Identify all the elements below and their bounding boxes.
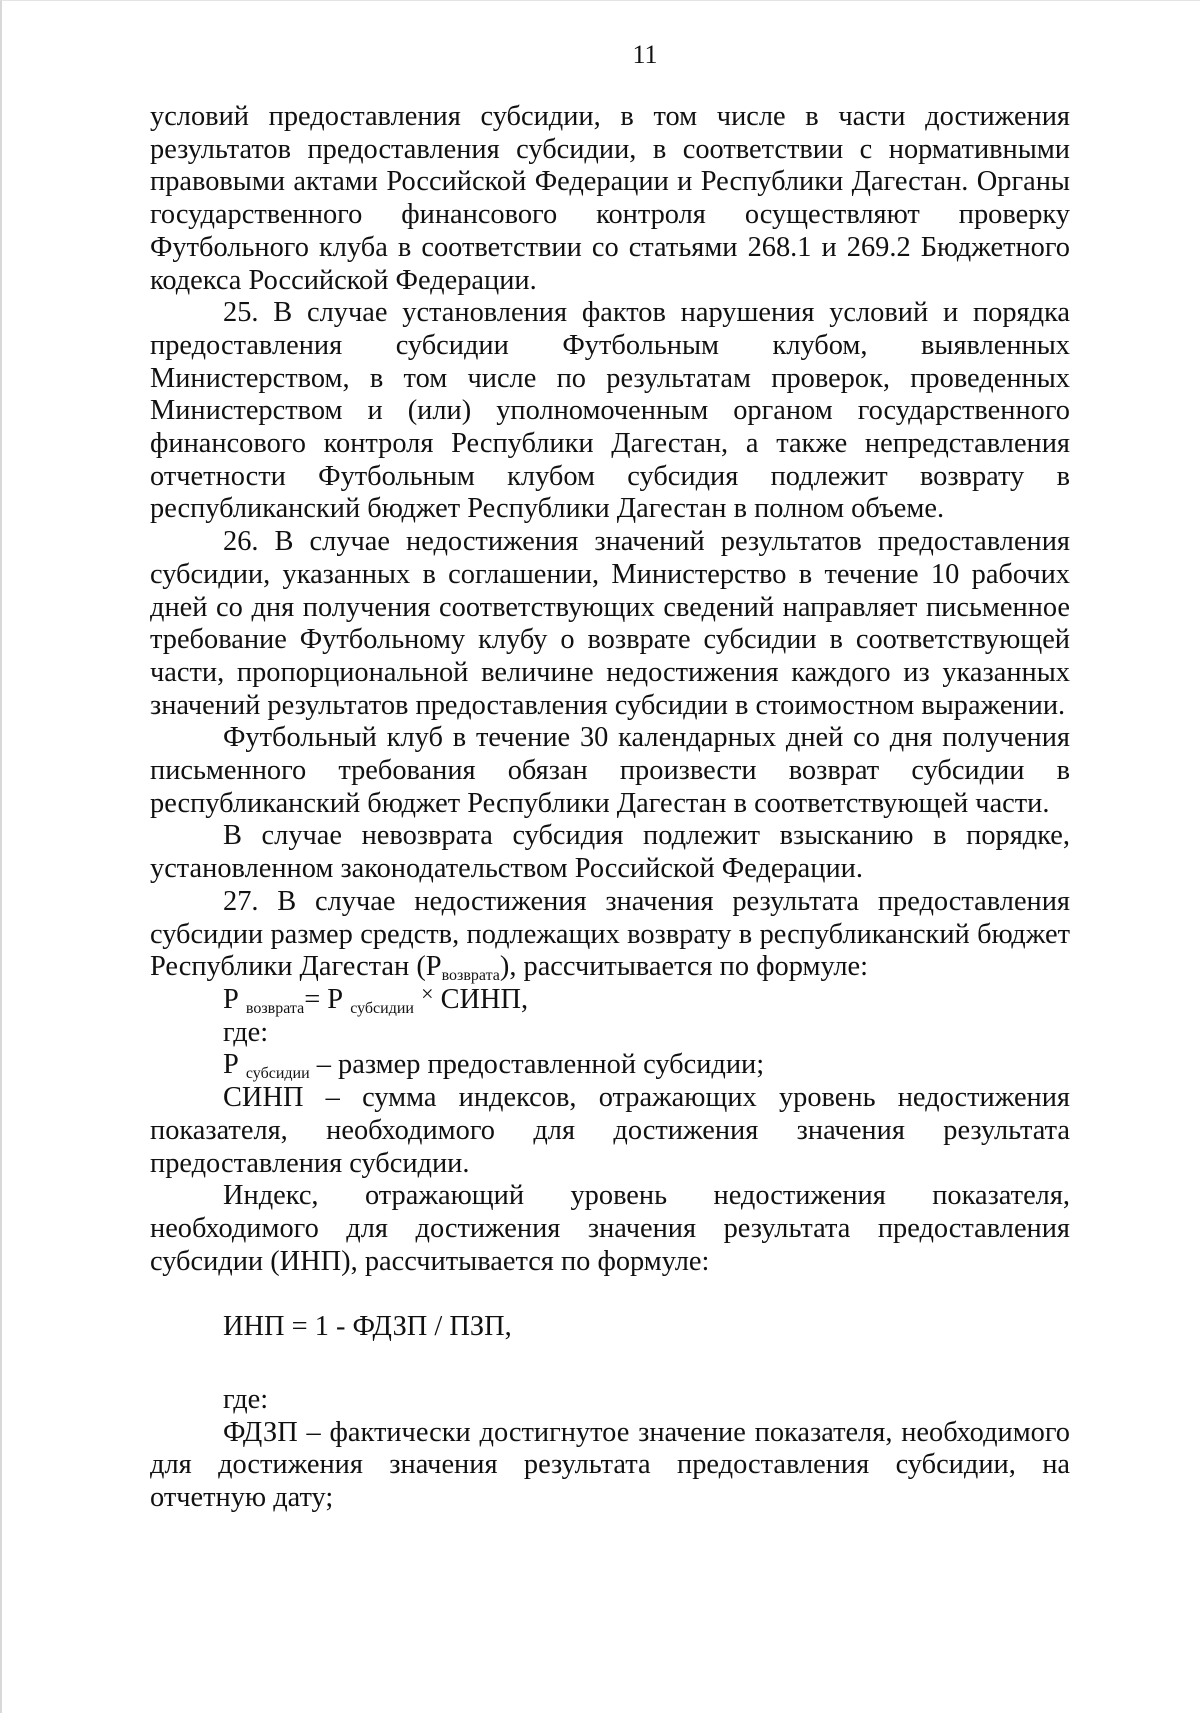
- where-label-2: где:: [223, 1384, 269, 1416]
- formula-rhs-subscript: субсидии: [350, 999, 414, 1017]
- formula-rhs-tail: СИНП,: [433, 983, 529, 1015]
- paragraph-continuation: условий предоставления субсидии, в том числе в части достижения результатов предоставления субсидии, в соответствии с нормативными правовыми актами Российской Федерации и Республики Дагестан. Органы государственного финансового контроля осуществляют проверку Футбольного клуба в соответствии со статьями 268.1 и 269.2 Бюджетного кодекса Российской Федерации.: [150, 101, 1070, 296]
- spacer: [150, 1278, 1070, 1311]
- formula-inp: ИНП = 1 - ФДЗП / ПЗП,: [223, 1311, 512, 1343]
- formula-lhs: Р: [223, 983, 239, 1015]
- formula-lhs-subscript: возврата: [245, 999, 305, 1017]
- formula-equals: = Р: [304, 983, 344, 1015]
- definition-p-subsidy: [150, 1049, 1070, 1082]
- definition-p-symbol: Р: [223, 1049, 239, 1081]
- page-number: 11: [632, 40, 658, 69]
- paragraph-26-recovery: В случае невозврата субсидия подлежит взысканию в порядке, установленном законодательством Российской Федерации.: [150, 820, 1070, 885]
- paragraph-25: 25. В случае установления фактов нарушения условий и порядка предоставления субсидии Футбольным клубом, выявленных Министерством, в том числе по результатам проверок, проведенных Министерством и (или) уполномоченным органом государственного финансового контроля Республики Дагестан, а также непредставления отчетности Футбольным клубом субсидия подлежит возврату в республиканский бюджет Республики Дагестан в полном объеме.: [150, 297, 1070, 525]
- paragraph-26-return-term: Футбольный клуб в течение 30 календарных дней со дня получения письменного требования обязан произвести возврат субсидии в республиканский бюджет Республики Дагестан в соответствующей части.: [150, 722, 1070, 819]
- multiply-sign: ×: [421, 980, 434, 1006]
- paragraph-27: [150, 886, 1070, 984]
- paragraph-27-text: 27. В случае недостижения значения результата предоставления субсидии размер средств, подлежащих возврату в республиканский бюджет Республики Дагестан (Р: [150, 885, 1070, 983]
- definition-p-subscript: субсидии: [245, 1065, 310, 1083]
- paragraph-26: 26. В случае недостижения значений результатов предоставления субсидии, указанных в соглашении, Министерство в течение 10 рабочих дней со дня получения соответствующих сведений направляет письменное требование Футбольному клубу о возврате субсидии в соответствующей части, пропорциональной величине недостижения каждого из указанных значений результатов предоставления субсидии в стоимостном выражении.: [150, 526, 1070, 721]
- paragraph-27-tail: ), рассчитывается по формуле:: [499, 951, 869, 983]
- where-label-1: где:: [223, 1016, 269, 1048]
- definition-p-text: – размер предоставленной субсидии;: [309, 1049, 765, 1081]
- definition-sinp: СИНП – сумма индексов, отражающих уровень недостижения показателя, необходимого для достижения значения результата предоставления субсидии.: [150, 1082, 1070, 1179]
- inp-intro: Индекс, отражающий уровень недостижения показателя, необходимого для достижения значения результата предоставления субсидии (ИНП), рассчитывается по формуле:: [150, 1180, 1070, 1277]
- document-body: [150, 101, 1070, 1515]
- formula-return-amount: [150, 980, 1070, 1017]
- paragraph-27-subscript: возврата: [441, 967, 500, 985]
- definition-fdzp: ФДЗП – фактически достигнутое значение показателя, необходимого для достижения значения результата предоставления субсидии, на отчетную дату;: [150, 1416, 1070, 1514]
- spacer: [150, 1344, 1070, 1384]
